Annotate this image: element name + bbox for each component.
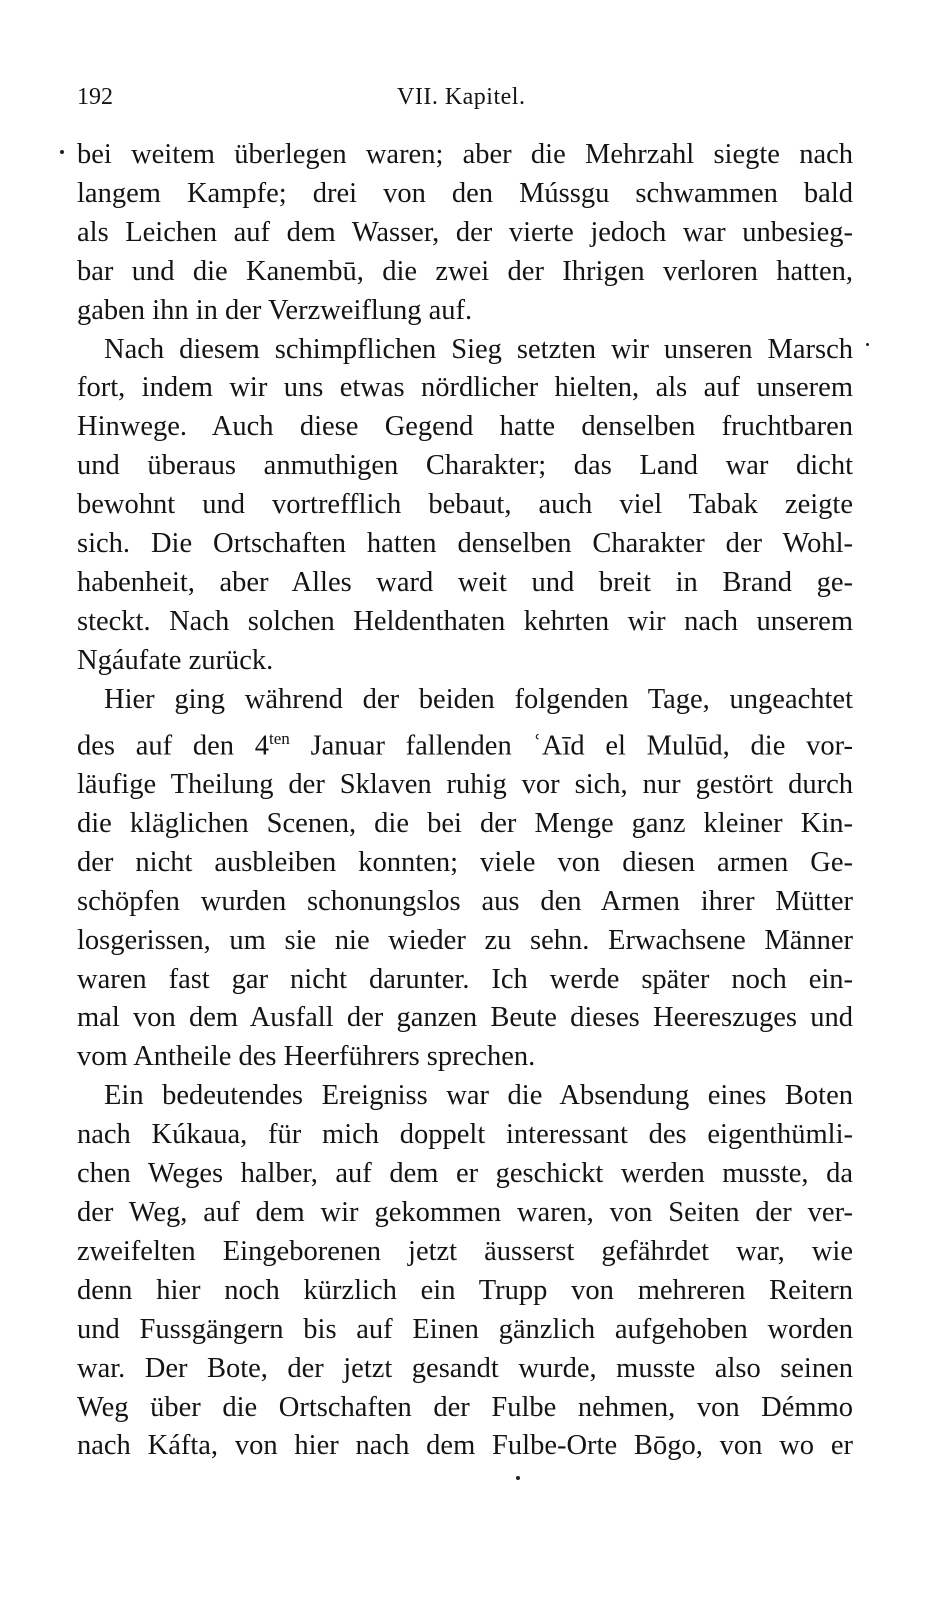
text-line: Ein bedeutendes Ereigniss war die Absendung eines Boten [104, 1080, 853, 1112]
print-speck [60, 150, 64, 154]
text-line: vom Antheile des Heerführers sprechen. [77, 1041, 536, 1073]
text-line: langem Kampfe; drei von den Mússgu schwammen bald [77, 177, 853, 209]
text-line: Weg über die Ortschaften der Fulbe nehmen, von Démmo [77, 1391, 853, 1423]
text-line: bei weitem überlegen waren; aber die Mehrzahl siegte nach [77, 139, 853, 170]
text-line: nach Káfta, von hier nach dem Fulbe-Orte Bōgo, von wo er [77, 1430, 853, 1462]
text-line: gaben ihn in der Verzweiflung auf. [77, 294, 473, 326]
page-header [77, 84, 853, 124]
text-line: Ngáufate zurück. [77, 644, 274, 676]
paragraph-1 [77, 136, 853, 331]
text-line: fort, indem wir uns etwas nördlicher hielten, als auf unserem [77, 372, 853, 404]
text-line: als Leichen auf dem Wasser, der vierte jedoch war unbesieg- [77, 216, 853, 248]
text-line: chen Weges halber, auf dem er geschickt werden musste, da [77, 1158, 853, 1190]
print-speck [866, 343, 869, 346]
running-head: VII. Kapitel. [397, 84, 526, 110]
text-line: Nach diesem schimpflichen Sieg setzten wir unseren Marsch [104, 333, 853, 365]
text-line: zweifelten Eingeborenen jetzt äusserst gefährdet war, wie [77, 1235, 853, 1267]
text-line: läufige Theilung der Sklaven ruhig vor sich, nur gestört durch [77, 769, 853, 800]
text-line: bar und die Kanembū, die zwei der Ihrigen verloren hatten, [77, 255, 853, 287]
text-line: schöpfen wurden schonungslos aus den Armen ihrer Mütter [77, 885, 853, 917]
text-line: habenheit, aber Alles ward weit und breit in Brand ge- [77, 566, 853, 598]
text-line: sich. Die Ortschaften hatten denselben Charakter der Wohl- [77, 528, 853, 560]
ordinal-superscript: ten [268, 728, 290, 748]
text-line: Hier ging während der beiden folgenden Tage, ungeachtet [104, 683, 853, 715]
text-line: der Weg, auf dem wir gekommen waren, von Seiten der ver- [77, 1196, 853, 1228]
page-number: 192 [77, 84, 113, 110]
text-line: mal von dem Ausfall der ganzen Beute dieses Heereszuges und [77, 1002, 853, 1034]
body-text [77, 136, 853, 1466]
paragraph-4 [77, 1077, 853, 1466]
text-line: nach Kúkaua, für mich doppelt interessant des eigenthümli- [77, 1119, 853, 1151]
text-line: und überaus anmuthigen Charakter; das Land war dicht [77, 450, 853, 482]
text-line: denn hier noch kürzlich ein Trupp von mehreren Reitern [77, 1274, 853, 1306]
text-line: und Fussgängern bis auf Einen gänzlich aufgehoben worden [77, 1313, 853, 1345]
text-line: losgerissen, um sie nie wieder zu sehn. Erwachsene Männer [77, 924, 853, 956]
text-line: die kläglichen Scenen, die bei der Menge ganz kleiner Kin- [77, 807, 853, 839]
text-line: bewohnt und vortrefflich bebaut, auch viel Tabak zeigte [77, 489, 853, 521]
paragraph-2 [77, 331, 853, 681]
print-speck [516, 1476, 520, 1480]
text-line: waren fast gar nicht darunter. Ich werde später noch ein- [77, 963, 853, 995]
text-line: steckt. Nach solchen Heldenthaten kehrten wir nach unserem [77, 605, 853, 637]
text-line: Hinwege. Auch diese Gegend hatte denselben fruchtbaren [77, 411, 853, 443]
text-line: der nicht ausbleiben konnten; viele von diesen armen Ge- [77, 846, 853, 878]
text-line: war. Der Bote, der jetzt gesandt wurde, musste also seinen [77, 1352, 853, 1384]
text-line: des auf den $4^{ten}$ Januar fallenden ʿAīd el Mulūd, die vor- [77, 728, 853, 762]
paragraph-3 [77, 681, 853, 1078]
